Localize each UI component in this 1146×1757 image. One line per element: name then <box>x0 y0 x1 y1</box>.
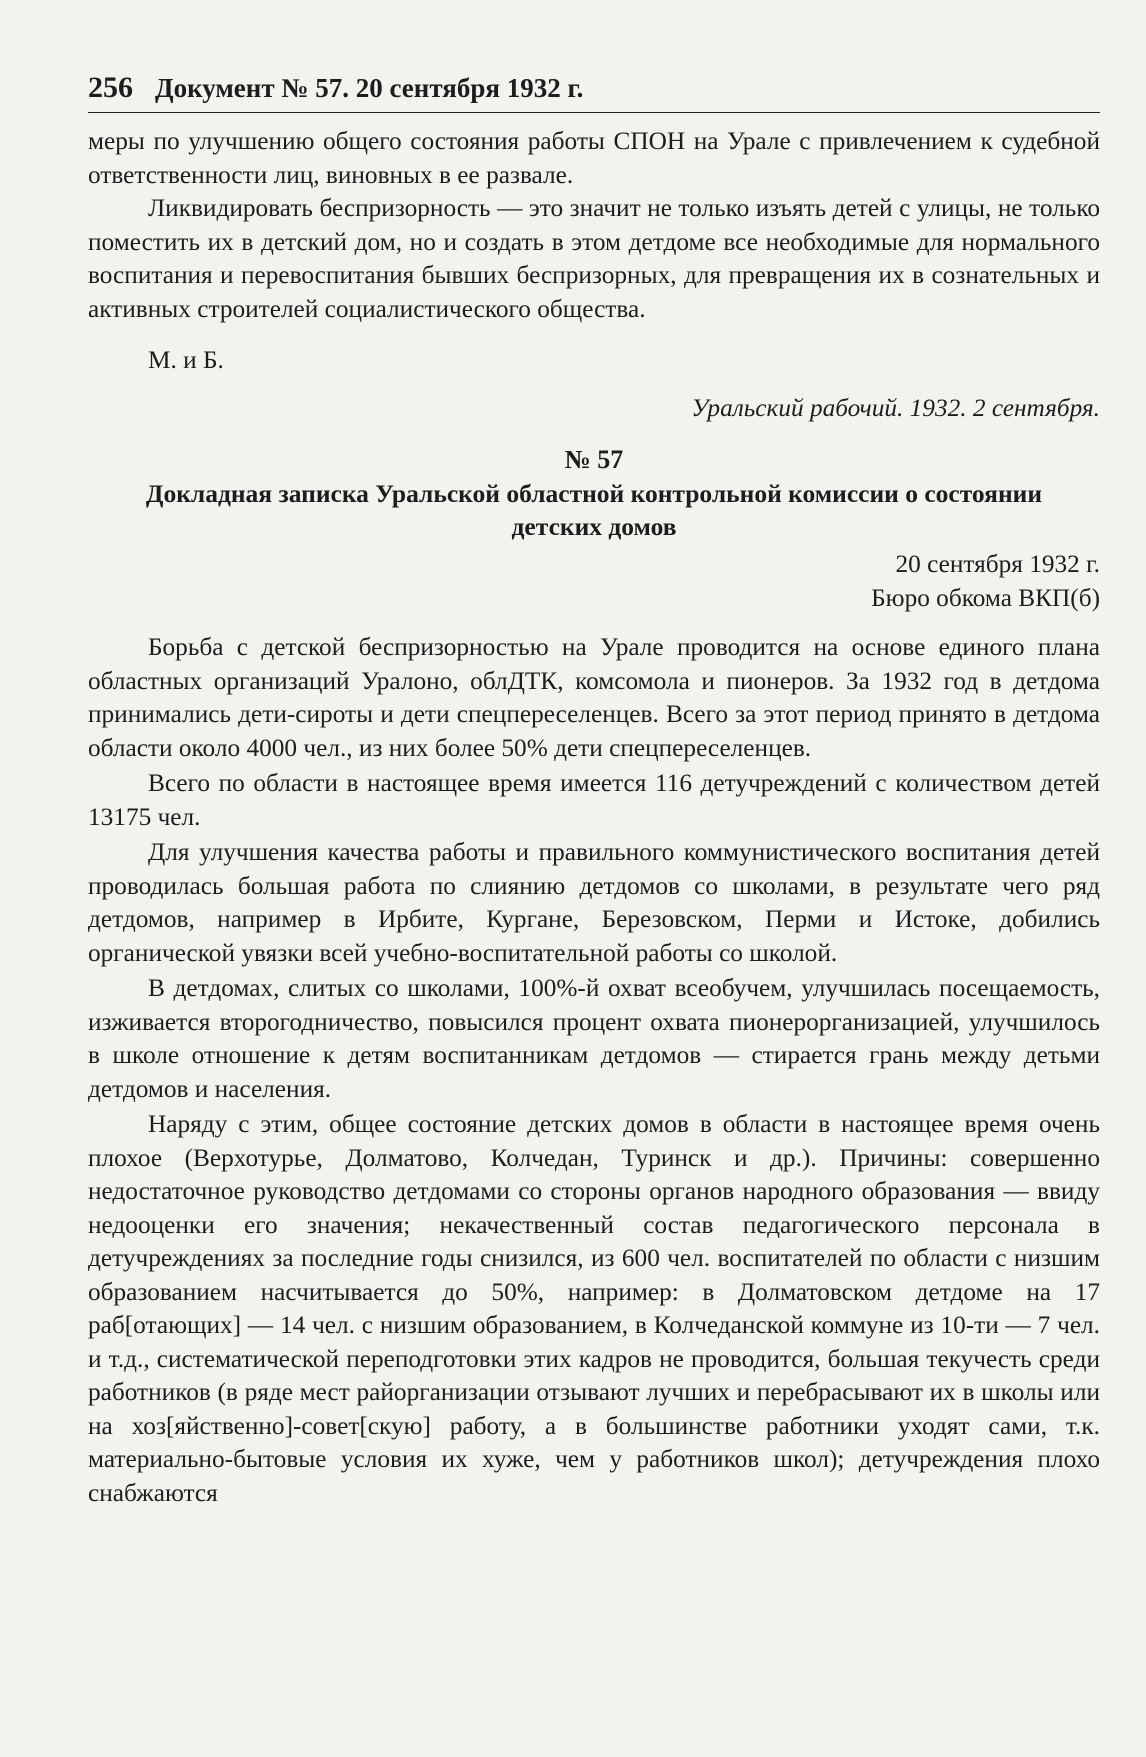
signature: М. и Б. <box>148 346 224 374</box>
page-number: 256 <box>88 71 133 104</box>
paragraph: В детдомах, слитых со школами, 100%-й охват всеобучем, улучшилась посещаемость, изживается второгодничество, повысился процент охвата пионерорганизацией, улучшилось в школе отношение к детям воспитанникам детдомов — стирается грань между детьми детдомов и населения. <box>88 974 1100 1103</box>
paragraph: Ликвидировать беспризорность — это значит не только изъять детей с улицы, не только поместить их в детский дом, но и создать в этом детдоме все необходимые для нормального воспитания и перевоспитания бывших беспризорных, для превращения их в сознательных и активных строителей социалистического общества. <box>88 194 1100 323</box>
document-title: Докладная записка Уральской областной контрольной комиссии о состоянии детских домов <box>145 479 1043 541</box>
paragraph: Всего по области в настоящее время имеется 116 детучреждений с количеством детей 13175 чел. <box>88 769 1100 831</box>
document-body <box>88 631 1100 1510</box>
header-rule <box>88 112 1100 113</box>
document-addressee: Бюро обкома ВКП(б) <box>871 584 1100 612</box>
paragraph: Наряду с этим, общее состояние детских домов в области в настоящее время очень плохое (Верхотурье, Долматово, Колчедан, Туринск и др.). Причины: совершенно недостаточное руководство детдомами со стороны органов народного образования — ввиду недооценки его значения; некачественный состав педагогического персонала в детучреждениях за последние годы снизился, из 600 чел. воспитателей по области с низшим образованием насчитывается до 50%, например: в Долматовском детдоме на 17 раб[отающих] — 14 чел. с низшим образованием, в Колчеданской коммуне из 10-ти — 7 чел. и т.д., систематической переподготовки этих кадров не проводится, большая текучесть среди работников (в ряде мест райорганизации отзывают лучших и перебрасывают их в школы или на хоз[яйственно]-совет[скую] работу, а в большинстве работники уходят сами, т.к. материально-бытовые условия их хуже, чем у работников школ); детучреждения плохо снабжаются <box>88 1110 1100 1507</box>
running-header <box>88 70 1100 106</box>
running-title: Документ № 57. 20 сентября 1932 г. <box>155 73 584 103</box>
source-citation: Уральский рабочий. 1932. 2 сентября. <box>691 393 1100 422</box>
paragraph: Борьба с детской беспризорностью на Урале проводится на основе единого плана областных организаций Уралоно, облДТК, комсомола и пионеров. За 1932 год в детдома принимались дети-сироты и дети спецпереселенцев. Всего за этот период принято в детдома области около 4000 чел., из них более 50% дети спецпереселенцев. <box>88 633 1100 762</box>
previous-document-ending <box>88 125 1100 326</box>
document-number: № 57 <box>564 445 624 474</box>
paragraph: Для улучшения качества работы и правильного коммунистического воспитания детей проводилась большая работа по слиянию детдомов со школами, в результате чего ряд детдомов, например в Ирбите, Кургане, Березовском, Перми и Истоке, добились органической увязки всей учебно-воспитательной работы со школой. <box>88 838 1100 967</box>
document-date: 20 сентября 1932 г. <box>895 550 1100 578</box>
paragraph: меры по улучшению общего состояния работы СПОН на Урале с привлечением к судебной ответственности лиц, виновных в ее развале. <box>88 127 1100 189</box>
